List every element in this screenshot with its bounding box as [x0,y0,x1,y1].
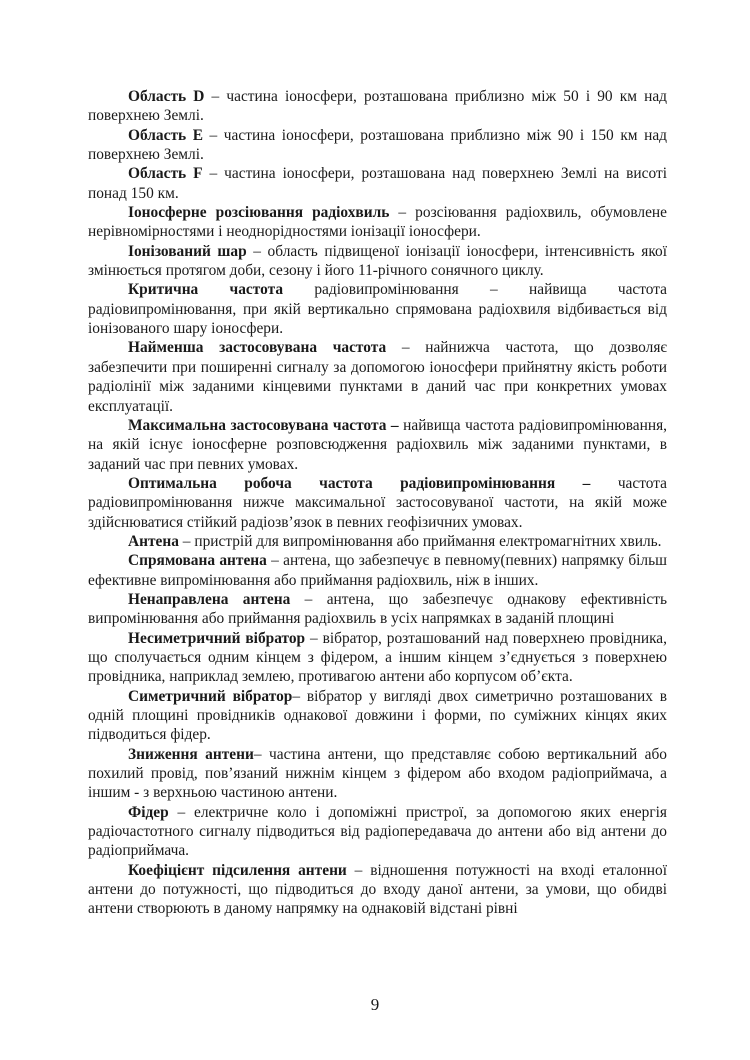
glossary-entry [88,551,667,590]
glossary-definition: – пристрій для випромінювання або приймання електромагнітних хвиль. [178,532,662,550]
glossary-definition: – частина іоносфери, розташована приблизно між 50 і 90 км над поверхнею Землі. [88,88,668,125]
glossary-term: Оптимальна робоча частота радіовипромінювання – [128,474,591,492]
glossary-term: Спрямована антена [128,552,267,570]
glossary-entry [88,338,667,415]
glossary-definition: – електричне коло і допоміжні пристрої, за допомогою яких енергія радіочастотного сигналу підводиться від радіопередавача до антени або від антени до радіоприймача. [88,803,667,860]
glossary-entry [88,803,667,861]
glossary-definition: – вібратор, розташований над поверхнею провідника, що сполучається одним кінцем з фідером, а іншим кінцем з’єднується з поверхнею провідника, наприклад землею, противагою антени або корпусом об’єкта. [88,629,667,686]
glossary-term: Несиметричний вібратор [128,629,306,647]
glossary-definition: – частина іоносфери, розташована приблизно між 90 і 150 км над поверхнею Землі. [88,126,668,164]
glossary-term: Антена [128,532,179,550]
glossary-term: Іоносферне розсіювання радіохвиль [128,204,390,222]
glossary-definition: – антена, що забезпечує однакову ефективність випромінювання або приймання радіохвиль в усіх напрямках в заданій площині [88,590,667,628]
glossary-body [88,87,667,919]
glossary-entry [88,87,667,126]
glossary-term: Область D [128,88,205,105]
page-number: 9 [370,995,380,1014]
glossary-entry [88,745,667,803]
glossary-term: Область E [128,126,203,144]
glossary-entry [88,203,667,242]
glossary-entry [88,590,667,629]
glossary-definition: – частина антени, що представляє собою вертикальний або похилий провід, пов’язаний нижнім кінцем з фідером або входом радіоприймача, а іншим - з верхньою частиною антени. [88,745,668,802]
glossary-term: Найменша застосовувана частота [128,339,387,357]
glossary-term: Симетричний вібратор [128,687,293,705]
glossary-entry [88,629,667,687]
glossary-entry [88,416,667,474]
glossary-definition: – відношення потужності на вході еталонної антени до потужності, що підводиться до входу даної антени, за умови, що обидві антени створюють в даному напрямку на однаковій відстані рівні [88,861,668,918]
glossary-entry [88,687,667,745]
glossary-term: Ненаправлена антена [128,590,291,608]
glossary-term: Фідер [128,803,169,821]
glossary-entry [88,126,667,165]
glossary-entry [88,164,667,203]
glossary-definition: – розсіювання радіохвиль, обумовлене нерівномірностями і неоднорідностями іонізації іоносфери. [88,204,667,241]
glossary-definition: – найнижча частота, що дозволяє забезпечити при поширенні сигналу за допомогою іоносфери прийнятну якість роботи радіолінії між заданими кінцевими пунктами в даний час при конкретних умовах експлуатації. [88,339,668,415]
glossary-term: Область F [128,165,203,183]
glossary-term: Коефіцієнт підсилення антени [128,861,347,879]
glossary-entry [88,242,667,281]
glossary-definition: радіовипромінювання – найвища частота радіовипромінювання, при якій вертикально спрямована радіохвиля відбивається від іонізованого шару іоносфери. [88,281,667,338]
glossary-definition: частота радіовипромінювання нижче максимальної застосовуваної частоти, на якій може здійснюватися стійкий радіозв’язок в певних геофізичних умовах. [88,474,667,531]
glossary-term: Іонізований шар [128,242,247,260]
glossary-entry [88,280,667,338]
glossary-definition: – вібратор у вигляді двох симетрично розташованих в одній площині провідників однакової довжини і форми, по суміжних кінцях яких підводиться фідер. [88,687,667,744]
glossary-entry [88,532,667,551]
glossary-definition: найвища частота радіовипромінювання, на якій існує іоносферне розповсюдження радіохвиль між заданими пунктами, в заданий час при певних умовах. [88,416,667,473]
glossary-definition: – антена, що забезпечує в певному(певних) напрямку більш ефективне випромінювання або приймання радіохвиль, ніж в інших. [88,552,667,589]
glossary-entry [88,474,667,532]
glossary-entry [88,861,667,919]
glossary-term: Зниження антени [128,745,254,763]
glossary-term: Максимальна застосовувана частота – [128,416,399,434]
glossary-term: Критична частота [128,281,284,299]
glossary-definition: – область підвищеної іонізації іоносфери, інтенсивність якої змінюється протягом доби, сезону і його 11-річного сонячного циклу. [88,242,667,280]
glossary-definition: – частина іоносфери, розташована над поверхнею Землі на висоті понад 150 км. [88,165,667,202]
